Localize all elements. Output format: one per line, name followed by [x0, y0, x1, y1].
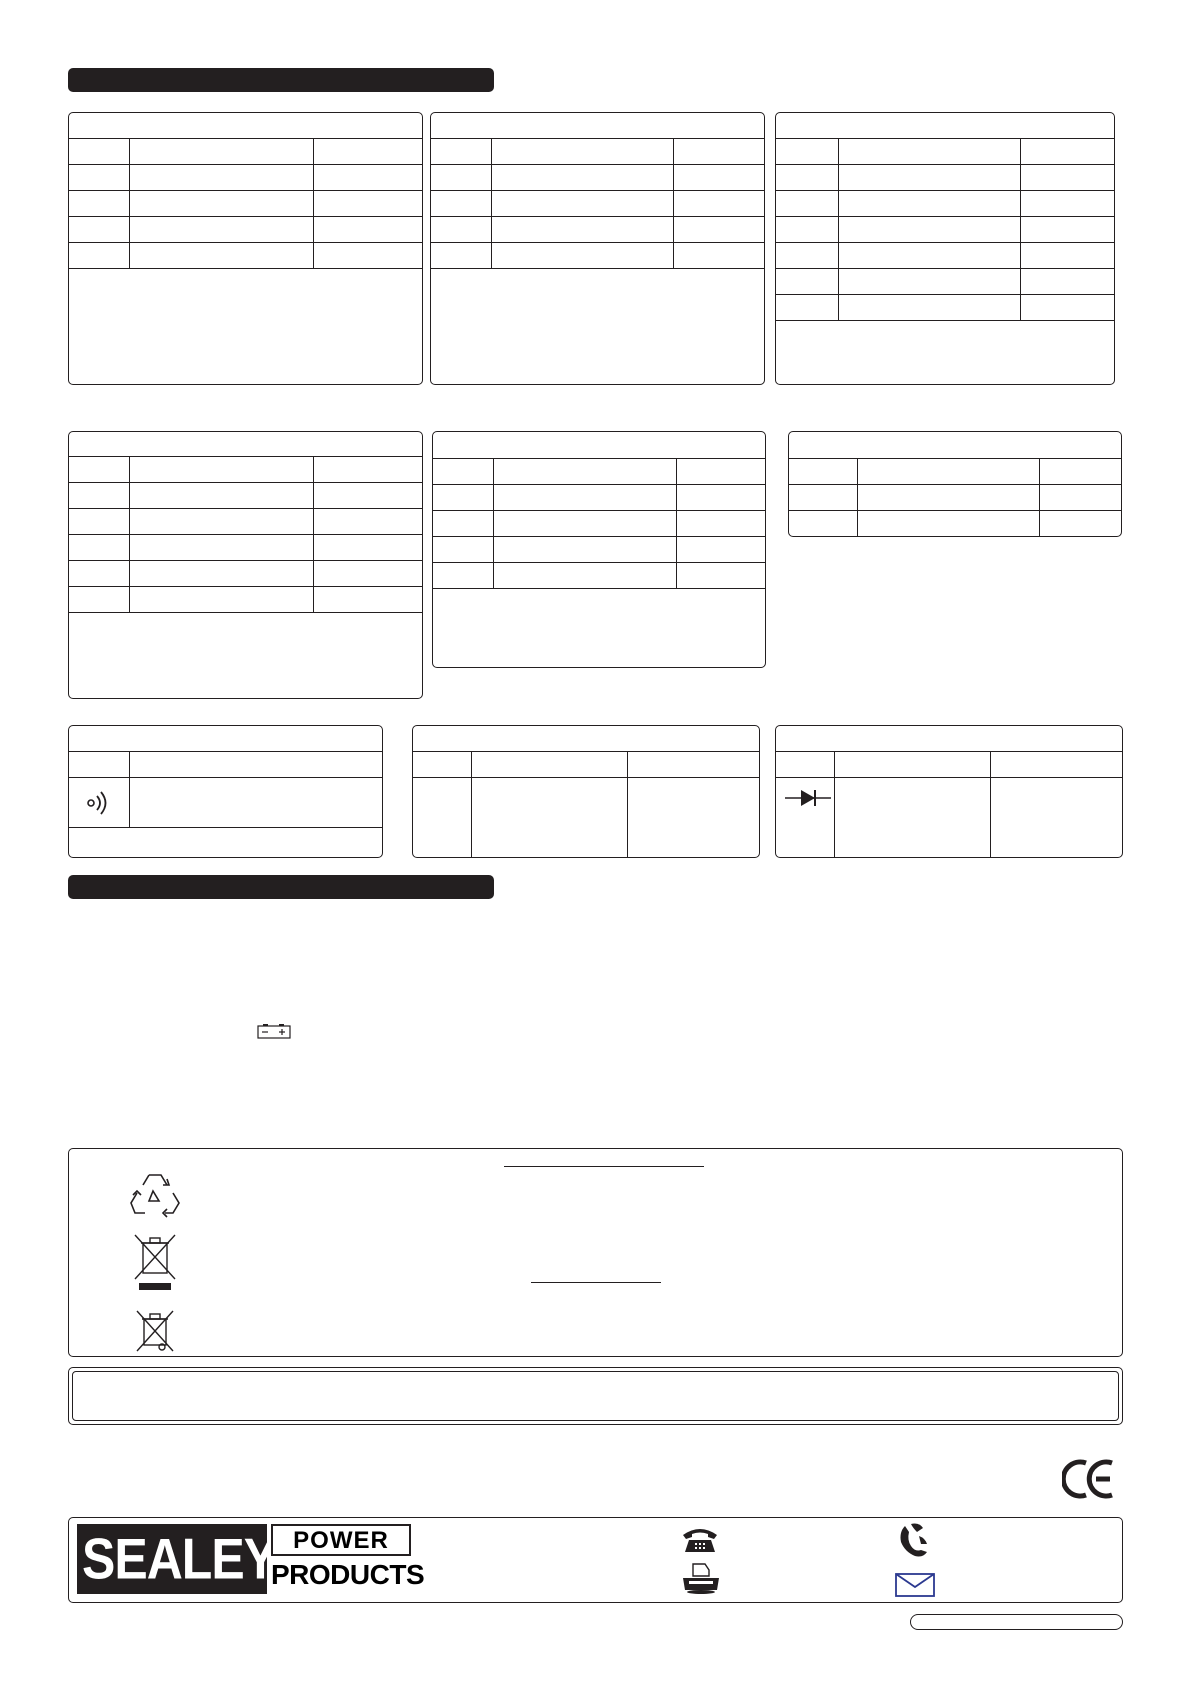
spec-table-1 — [68, 112, 423, 385]
continuity-table — [68, 725, 383, 858]
diode-icon — [785, 788, 831, 808]
power-products-logo — [271, 1524, 425, 1594]
note-box-outer — [68, 1367, 1123, 1425]
spec-table-5 — [432, 431, 766, 668]
crossed-bin-bar-icon — [133, 1233, 177, 1291]
reference-pill — [910, 1614, 1123, 1630]
sound-wave-icon — [84, 788, 114, 818]
spec-table-3 — [775, 112, 1115, 385]
sealey-logo: SEALEY — [77, 1524, 267, 1594]
range-table-a — [412, 725, 760, 858]
power-box: POWER — [271, 1524, 411, 1556]
environment-panel — [68, 1148, 1123, 1357]
ce-mark-icon — [1062, 1457, 1116, 1501]
battery-icon — [257, 1023, 291, 1039]
recycle-icon — [129, 1171, 181, 1219]
section-header-bar-specifications — [68, 68, 494, 92]
telephone-icon — [681, 1526, 719, 1554]
spec-table-2 — [430, 112, 765, 385]
section-header-bar-maintenance — [68, 875, 494, 899]
spec-table-6 — [788, 431, 1122, 537]
crossed-bin-icon — [135, 1309, 175, 1353]
footer-panel — [68, 1517, 1123, 1603]
globe-icon — [897, 1522, 931, 1560]
fax-icon — [681, 1562, 721, 1594]
note-box-inner — [72, 1371, 1119, 1421]
products-label: PRODUCTS — [271, 1559, 425, 1590]
envelope-icon — [895, 1573, 935, 1597]
diode-table — [775, 725, 1123, 858]
spec-table-4 — [68, 431, 423, 699]
